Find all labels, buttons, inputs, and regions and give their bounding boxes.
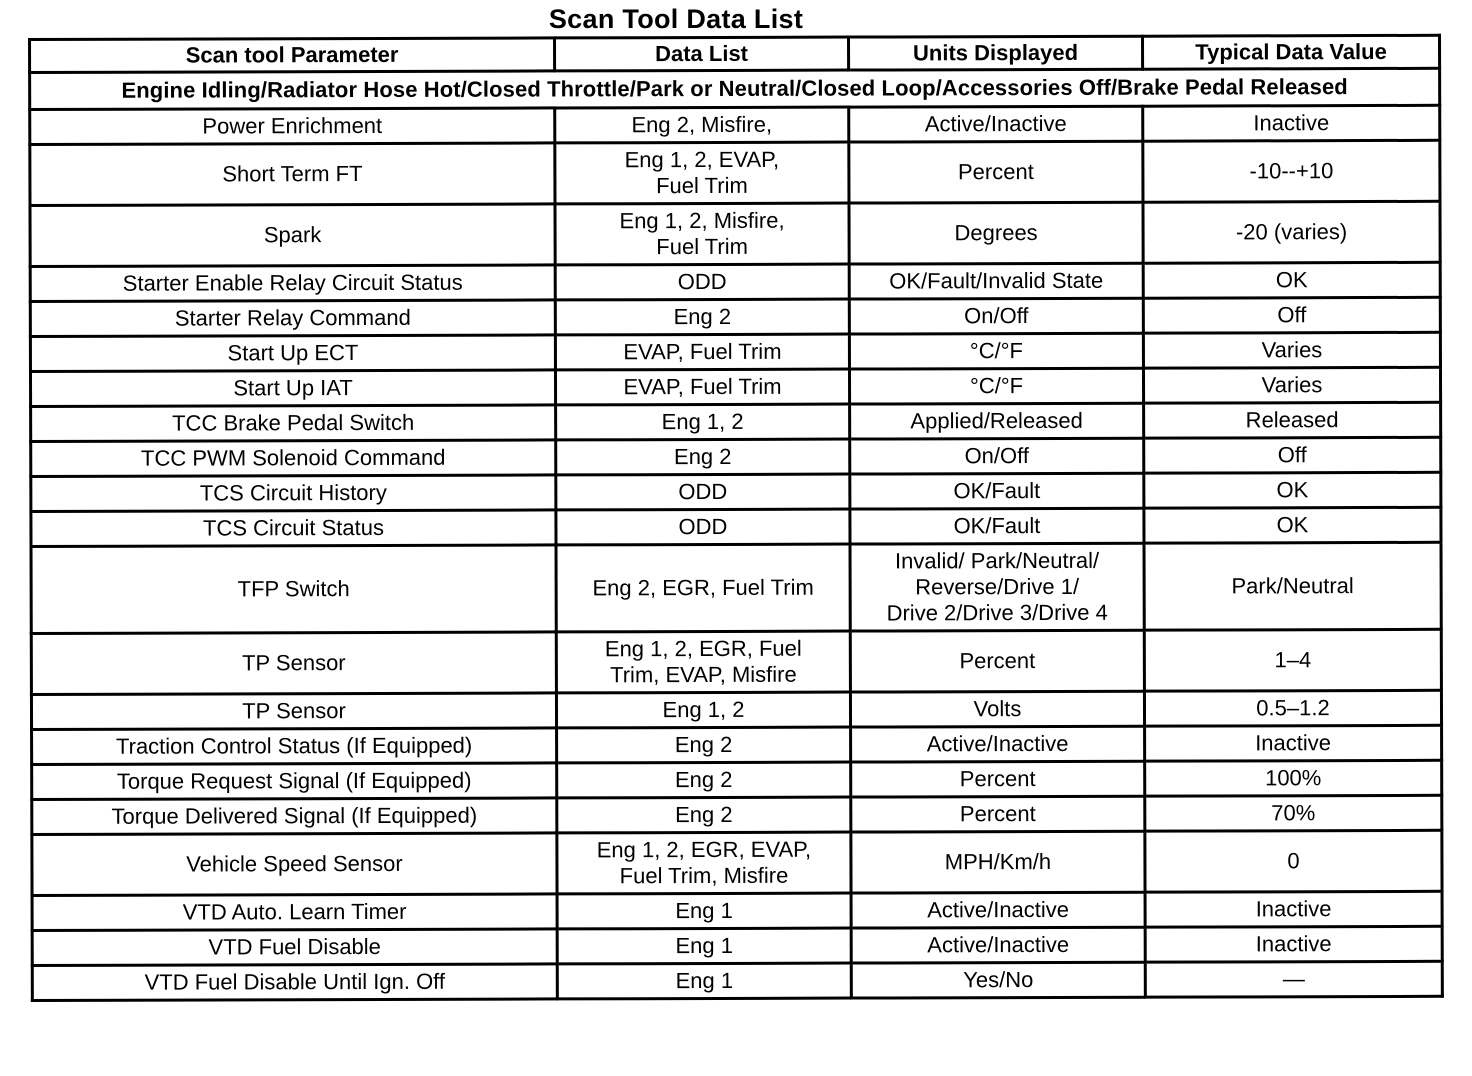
units-cell: On/Off [849, 298, 1143, 334]
data-list-cell: Eng 1, 2, EVAP, Fuel Trim [555, 142, 849, 204]
data-list-cell: Eng 1, 2, EGR, EVAP, Fuel Trim, Misfire [557, 832, 851, 894]
table-row [30, 262, 1440, 301]
table-row [32, 830, 1442, 895]
data-list-cell: Eng 2, Misfire, [555, 107, 849, 143]
table-row [30, 367, 1440, 406]
data-list-cell: ODD [555, 264, 849, 300]
data-list-cell: Eng 2 [557, 797, 851, 833]
table-row [32, 926, 1442, 965]
parameter-cell: Starter Enable Relay Circuit Status [30, 265, 555, 302]
units-cell: Yes/No [851, 962, 1145, 998]
units-cell: Percent [849, 141, 1143, 203]
header-units: Units Displayed [849, 36, 1143, 70]
parameter-cell: Starter Relay Command [30, 300, 555, 337]
typical-value-cell: -20 (varies) [1143, 201, 1440, 263]
parameter-cell: Spark [30, 204, 555, 267]
typical-value-cell: OK [1144, 472, 1441, 508]
header-row [30, 35, 1440, 72]
typical-value-cell: Released [1144, 402, 1441, 438]
typical-value-cell: Varies [1143, 367, 1440, 403]
table-row [32, 961, 1442, 1000]
data-list-cell: ODD [556, 509, 850, 545]
data-list-cell: EVAP, Fuel Trim [555, 334, 849, 370]
table-row [31, 690, 1441, 729]
table-row [30, 105, 1440, 144]
table-row [31, 542, 1441, 633]
scan-tool-data-table [28, 34, 1444, 1002]
typical-value-cell: 0 [1145, 830, 1442, 892]
table-row [32, 725, 1442, 764]
units-cell: °C/°F [849, 368, 1143, 404]
units-cell: Active/Inactive [851, 927, 1145, 963]
header-parameter: Scan tool Parameter [30, 38, 555, 73]
typical-value-cell: 0.5–1.2 [1144, 690, 1441, 726]
data-list-cell: Eng 2 [557, 762, 851, 798]
data-list-cell: Eng 1, 2 [556, 692, 850, 728]
data-list-cell: EVAP, Fuel Trim [555, 369, 849, 405]
parameter-cell: VTD Auto. Learn Timer [32, 894, 557, 931]
condition-row [30, 68, 1440, 109]
data-list-cell: Eng 1 [557, 893, 851, 929]
table-row [31, 402, 1441, 441]
units-cell: Active/Inactive [851, 892, 1145, 928]
header-typical-value: Typical Data Value [1142, 35, 1439, 69]
parameter-cell: Traction Control Status (If Equipped) [32, 728, 557, 765]
table-row [30, 201, 1440, 266]
parameter-cell: Power Enrichment [30, 108, 555, 145]
units-cell: On/Off [850, 438, 1144, 474]
units-cell: Degrees [849, 202, 1143, 264]
parameter-cell: TP Sensor [31, 693, 556, 730]
typical-value-cell: — [1145, 961, 1442, 997]
table-row [32, 891, 1442, 930]
typical-value-cell: OK [1144, 507, 1441, 543]
units-cell: OK/Fault [850, 473, 1144, 509]
typical-value-cell: 70% [1145, 795, 1442, 831]
units-cell: OK/Fault [850, 508, 1144, 544]
typical-value-cell: Inactive [1145, 926, 1442, 962]
units-cell: Volts [850, 691, 1144, 727]
data-list-cell: Eng 2 [555, 299, 849, 335]
parameter-cell: VTD Fuel Disable [32, 929, 557, 966]
data-list-cell: Eng 1 [557, 928, 851, 964]
header-data-list: Data List [555, 37, 849, 71]
typical-value-cell: Inactive [1145, 891, 1442, 927]
typical-value-cell: Off [1144, 437, 1441, 473]
typical-value-cell: 1–4 [1144, 629, 1441, 691]
typical-value-cell: OK [1143, 262, 1440, 298]
units-cell: MPH/Km/h [851, 831, 1145, 893]
parameter-cell: VTD Fuel Disable Until Ign. Off [32, 964, 557, 1001]
test-condition: Engine Idling/Radiator Hose Hot/Closed Throttle/Park or Neutral/Closed Loop/Accessories Off/Brake Pedal Released [30, 68, 1440, 109]
units-cell: Percent [851, 761, 1145, 797]
units-cell: OK/Fault/Invalid State [849, 263, 1143, 299]
typical-value-cell: Off [1143, 297, 1440, 333]
typical-value-cell: -10--+10 [1143, 140, 1440, 202]
typical-value-cell: Inactive [1143, 105, 1440, 141]
table-row [31, 437, 1441, 476]
parameter-cell: TCC Brake Pedal Switch [31, 405, 556, 442]
parameter-cell: TP Sensor [31, 632, 556, 695]
table-row [31, 629, 1441, 694]
units-cell: Active/Inactive [851, 726, 1145, 762]
parameter-cell: Vehicle Speed Sensor [32, 833, 557, 896]
data-list-cell: ODD [556, 474, 850, 510]
typical-value-cell: Varies [1143, 332, 1440, 368]
parameter-cell: TCS Circuit Status [31, 510, 556, 547]
data-list-cell: Eng 2 [556, 439, 850, 475]
typical-value-cell: Park/Neutral [1144, 542, 1441, 630]
units-cell: °C/°F [849, 333, 1143, 369]
data-list-cell: Eng 2, EGR, Fuel Trim [556, 544, 850, 632]
parameter-cell: Short Term FT [30, 143, 555, 206]
table-row [31, 507, 1441, 546]
units-cell: Invalid/ Park/Neutral/ Reverse/Drive 1/ Drive 2/Drive 3/Drive 4 [850, 543, 1144, 631]
parameter-cell: Start Up ECT [30, 335, 555, 372]
parameter-cell: Start Up IAT [30, 370, 555, 407]
parameter-cell: TFP Switch [31, 545, 556, 634]
typical-value-cell: 100% [1145, 760, 1442, 796]
table-row [32, 795, 1442, 834]
units-cell: Applied/Released [850, 403, 1144, 439]
table-row [31, 472, 1441, 511]
data-list-cell: Eng 1 [557, 963, 851, 999]
units-cell: Percent [851, 796, 1145, 832]
data-list-cell: Eng 1, 2 [556, 404, 850, 440]
units-cell: Active/Inactive [849, 106, 1143, 142]
table-row [30, 297, 1440, 336]
typical-value-cell: Inactive [1145, 725, 1442, 761]
parameter-cell: Torque Delivered Signal (If Equipped) [32, 798, 557, 835]
table-row [32, 760, 1442, 799]
table-row [30, 332, 1440, 371]
parameter-cell: Torque Request Signal (If Equipped) [32, 763, 557, 800]
data-list-cell: Eng 2 [557, 727, 851, 763]
data-list-cell: Eng 1, 2, Misfire, Fuel Trim [555, 203, 849, 265]
table-row [30, 140, 1440, 205]
parameter-cell: TCC PWM Solenoid Command [31, 440, 556, 477]
units-cell: Percent [850, 630, 1144, 692]
data-list-cell: Eng 1, 2, EGR, Fuel Trim, EVAP, Misfire [556, 631, 850, 693]
page-title: Scan Tool Data List [548, 4, 804, 34]
parameter-cell: TCS Circuit History [31, 475, 556, 512]
